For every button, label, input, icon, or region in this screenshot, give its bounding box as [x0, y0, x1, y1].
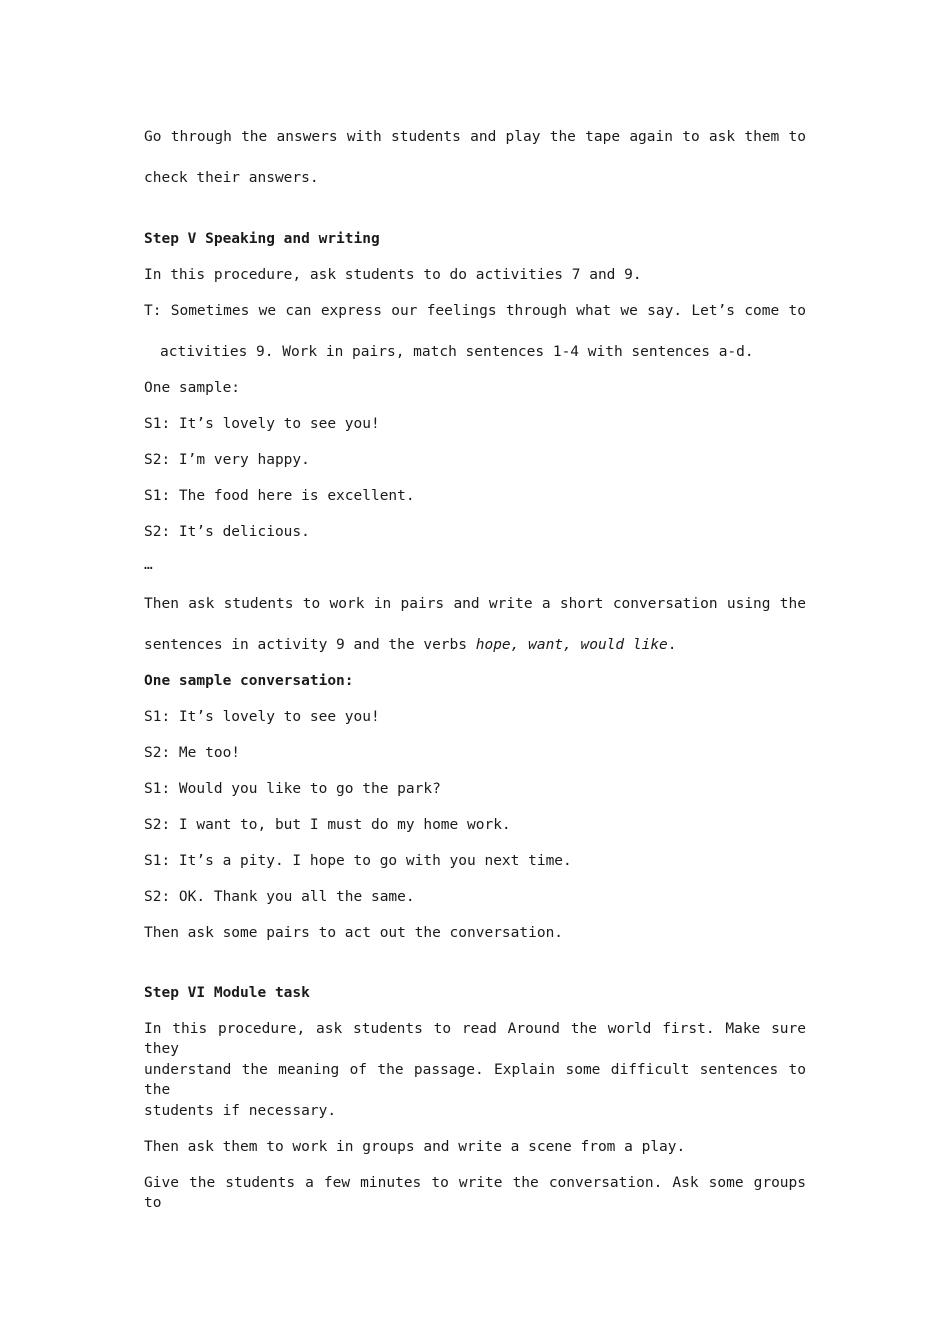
act-out-line: Then ask some pairs to act out the conversation.	[144, 925, 564, 941]
sample-line: S1: The food here is excellent.	[144, 488, 415, 504]
step6-para-line-1: In this procedure, ask students to read Around the world first. Make sure they	[144, 1021, 806, 1057]
conversation-line: S2: I want to, but I must do my home work.	[144, 817, 511, 833]
teacher-line-2: activities 9. Work in pairs, match sentences 1-4 with sentences a-d.	[160, 344, 754, 360]
step6-heading: Step VI Module task	[144, 985, 310, 1001]
groups-line: Then ask them to work in groups and write a scene from a play.	[144, 1139, 686, 1155]
ellipsis: …	[144, 557, 153, 573]
sample-line: S2: I’m very happy.	[144, 452, 310, 468]
verbs-list: hope, want, would like	[475, 637, 668, 653]
then-line-2-prefix: sentences in activity 9 and the verbs	[144, 637, 476, 653]
sample-label: One sample:	[144, 380, 241, 396]
intro-line-1: Go through the answers with students and play the tape again to ask them to	[144, 129, 806, 145]
teacher-line-1: T: Sometimes we can express our feelings through what we say. Let’s come to	[144, 303, 806, 319]
conversation-line: S1: It’s a pity. I hope to go with you next time.	[144, 853, 572, 869]
give-line-1: Give the students a few minutes to write the conversation. Ask some groups to	[144, 1175, 806, 1211]
conversation-line: S1: Would you like to go the park?	[144, 781, 441, 797]
sample-line: S2: It’s delicious.	[144, 524, 310, 540]
step6-para-line-3: students if necessary.	[144, 1103, 337, 1119]
intro-line-2: check their answers.	[144, 170, 319, 186]
then-line-1: Then ask students to work in pairs and write a short conversation using the	[144, 596, 806, 612]
conversation-line: S1: It’s lovely to see you!	[144, 709, 380, 725]
conversation-line: S2: OK. Thank you all the same.	[144, 889, 415, 905]
then-line-2	[144, 635, 806, 655]
conversation-line: S2: Me too!	[144, 745, 241, 761]
step6-para-line-2: understand the meaning of the passage. Explain some difficult sentences to the	[144, 1062, 806, 1098]
conversation-label: One sample conversation:	[144, 673, 354, 689]
then-line-2-suffix: .	[667, 637, 677, 653]
sample-line: S1: It’s lovely to see you!	[144, 416, 380, 432]
step5-heading: Step V Speaking and writing	[144, 231, 380, 247]
step5-procedure: In this procedure, ask students to do activities 7 and 9.	[144, 267, 642, 283]
